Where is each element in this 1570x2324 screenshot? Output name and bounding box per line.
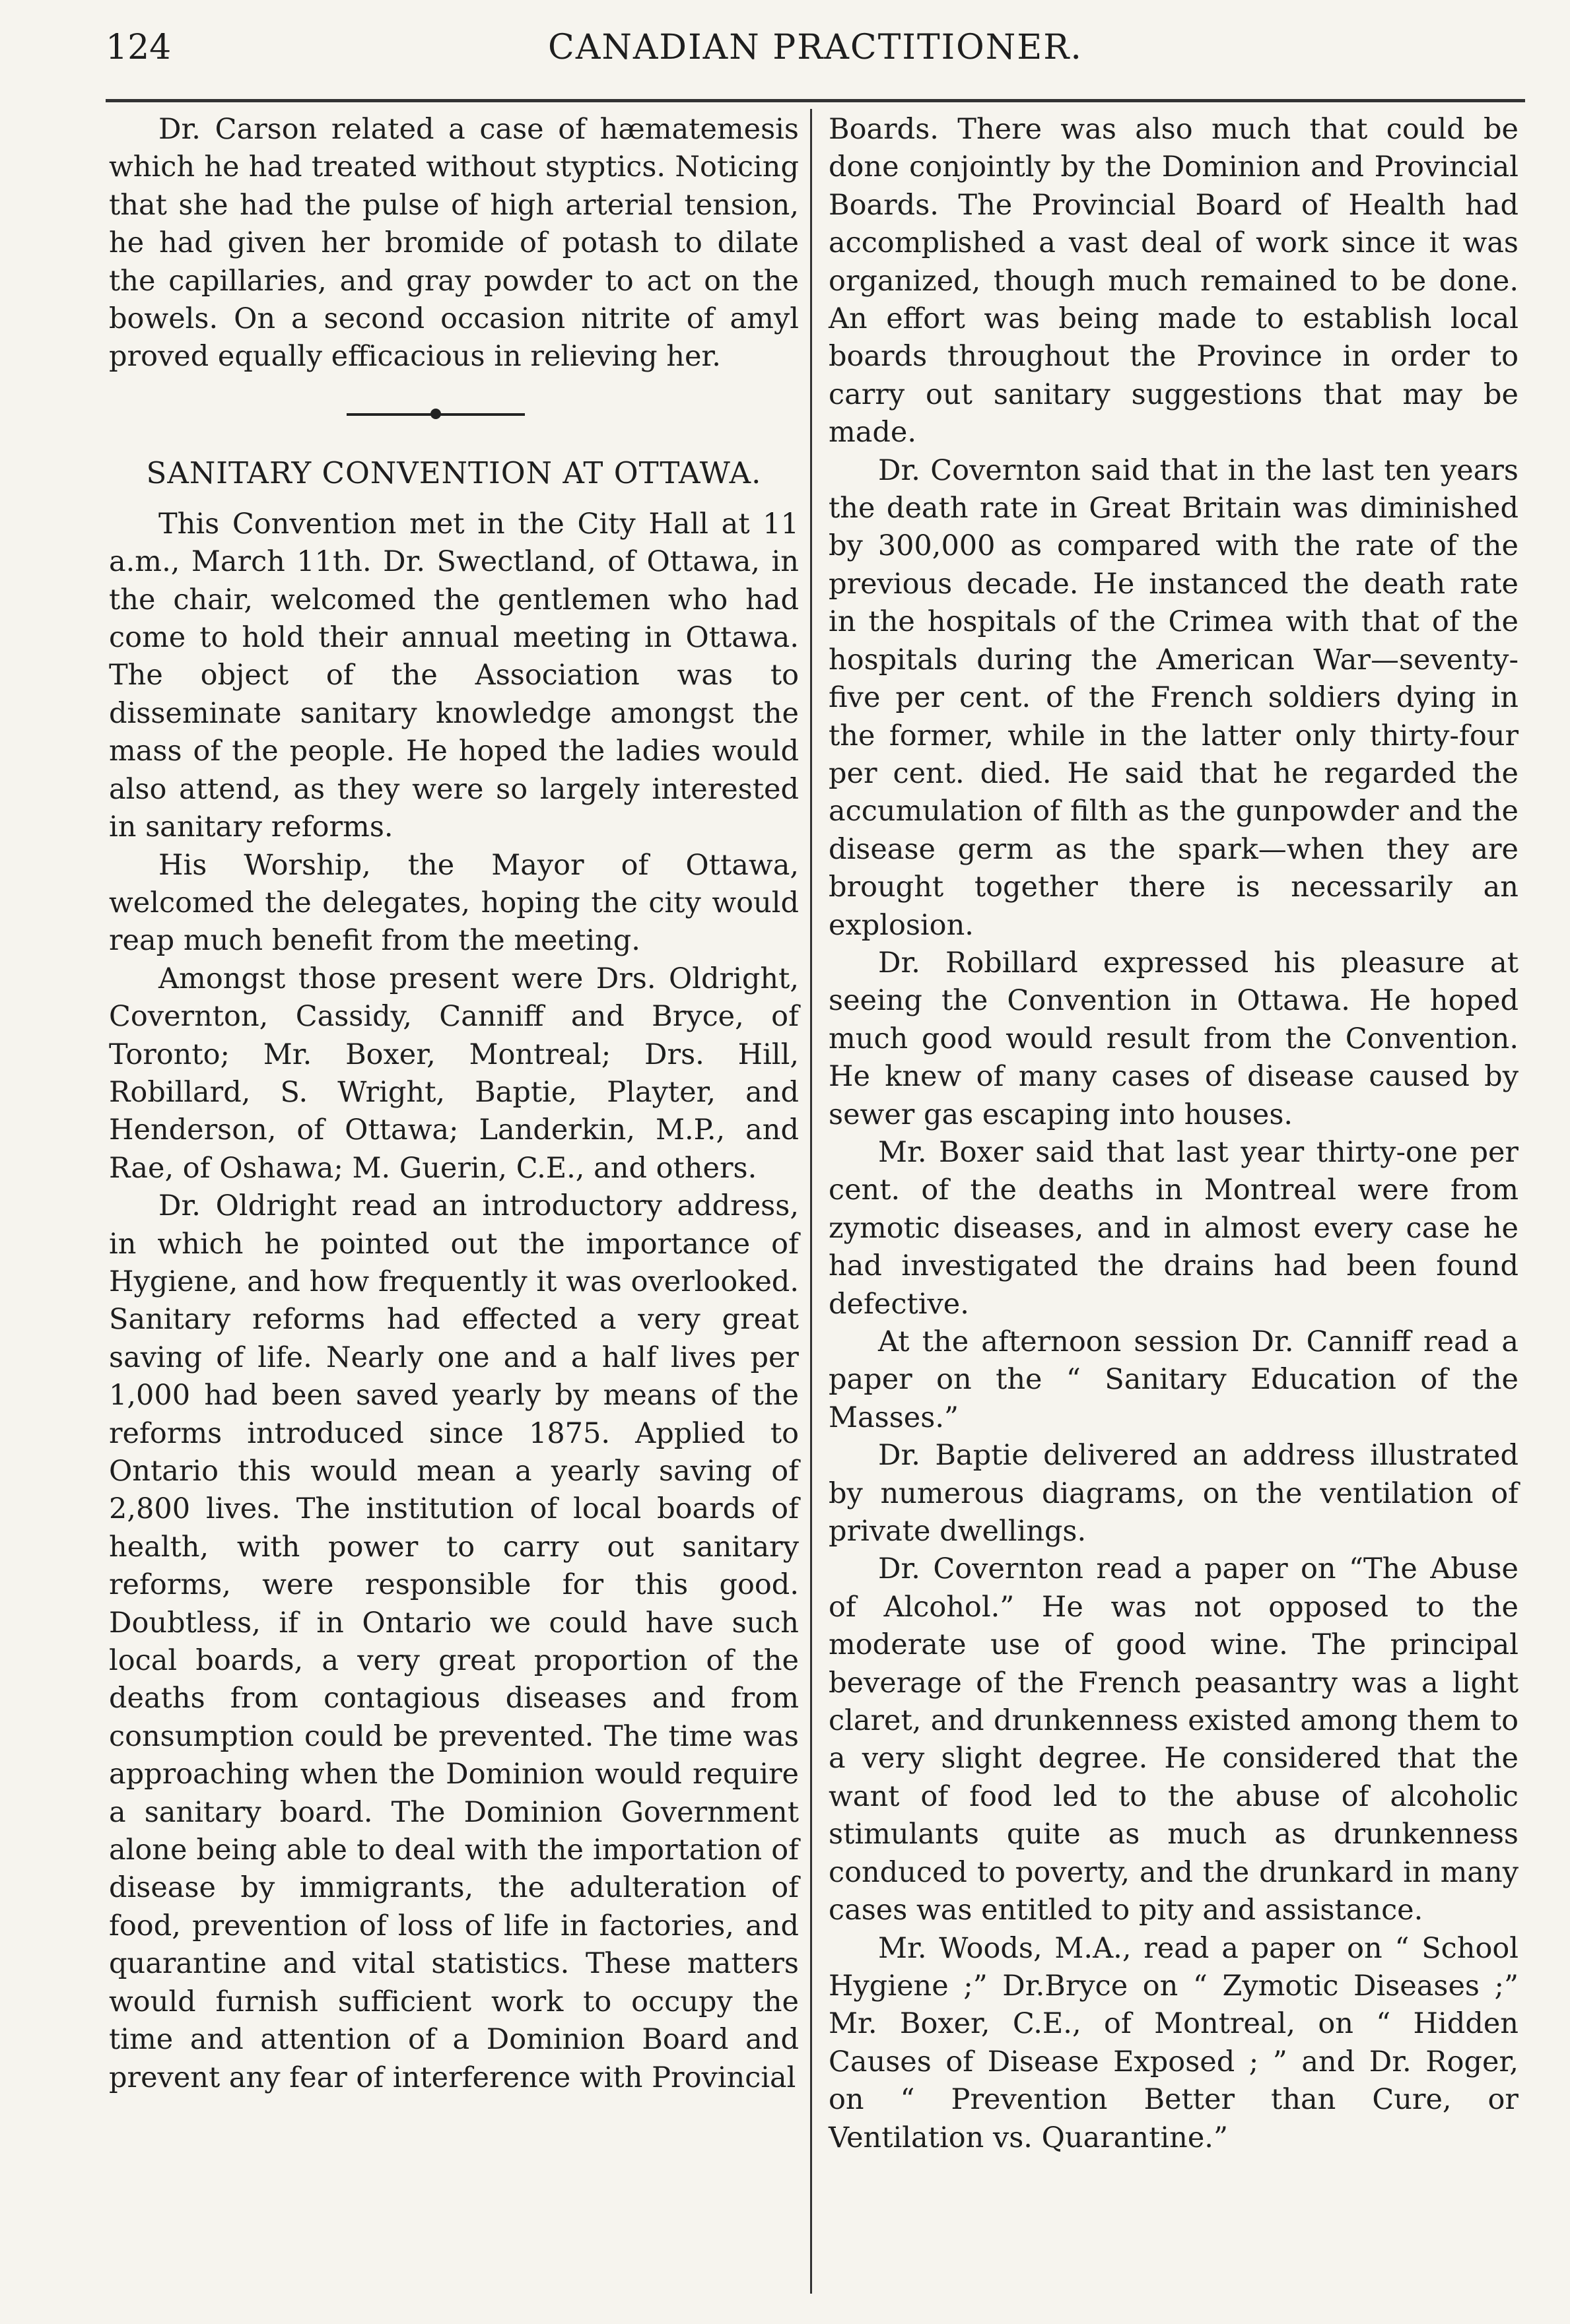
section-heading: SANITARY CONVENTION AT OTTAWA. bbox=[146, 455, 762, 490]
canniff-paragraph: At the afternoon session Dr. Canniff read a paper on the “ Sanitary Education of the Masses.” bbox=[829, 1325, 1519, 1434]
alcohol-paragraph: Dr. Covernton read a paper on “The Abuse of Alcohol.” He was not opposed to the moderate use of good wine. The principal beverage of the French peasantry was a light claret, and drunkenness existed among them to a very slight degree. He considered that the want of food led to the abuse of alcoholic stimulants quite as much as drunkenness conduced to poverty, and the drunkard in many cases was entitled to pity and assistance. bbox=[829, 1552, 1519, 1927]
mayor-paragraph: His Worship, the Mayor of Ottawa, welcomed the delegates, hoping the city would reap much benefit from the meeting. bbox=[109, 848, 799, 958]
robillard-paragraph: Dr. Robillard expressed his pleasure at seeing the Convention in Ottawa. He hoped much good would result from the Convention. He knew of many cases of disease caused by sewer gas escaping into houses. bbox=[829, 946, 1519, 1131]
left-column bbox=[109, 111, 799, 2097]
convention-paragraph: This Convention met in the City Hall at 11 a.m., March 11th. Dr. Swectland, of Ottawa, in the chair, welcomed the gentlemen who had come to hold their annual meeting in Ottawa. The object of the Association was to disseminate sanitary knowledge amongst the mass of the people. He hoped the ladies would also attend, as they were so largely interested in sanitary reforms. bbox=[109, 507, 799, 844]
attendees-paragraph: Amongst those present were Drs. Oldright, Covernton, Cassidy, Canniff and Bryce, of Toronto; Mr. Boxer, Montreal; Drs. Hill, Robillard, S. Wright, Baptie, Playter, and Henderson, of Ottawa; Landerkin, M.P., and Rae, of Oshawa; M. Guerin, C.E., and others. bbox=[109, 962, 799, 1185]
baptie-paragraph: Dr. Baptie delivered an address illustrated by numerous diagrams, on the ventilation of private dwellings. bbox=[829, 1439, 1519, 1548]
covernton-paragraph: Dr. Covernton said that in the last ten years the death rate in Great Britain was diminished by 300,000 as compared with the rate of the previous decade. He instanced the death rate in the hospitals of the Crimea with that of the hospitals during the American War—seventy-five per cent. of the French soldiers dying in the former, while in the latter only thirty-four per cent. died. He said that he regarded the accumulation of filth as the gunpowder and the disease germ as the spark—when they are brought together there is necessarily an explosion. bbox=[829, 453, 1519, 942]
running-title: CANADIAN PRACTITIONER. bbox=[548, 28, 1083, 67]
column-divider bbox=[810, 109, 812, 2294]
carson-paragraph: Dr. Carson related a case of hæmatemesis which he had treated without styptics. Noticing that she had the pulse of high arterial tension, he had given her bromide of potash to dilate the capillaries, and gray powder to act on the bowels. On a second occasion nitrite of amyl proved equally efficacious in relieving her. bbox=[109, 113, 799, 374]
page-number: 124 bbox=[106, 28, 172, 67]
oldright-paragraph: Dr. Oldright read an introductory address, in which he pointed out the importance of Hygiene, and how frequently it was overlooked. Sanitary reforms had effected a very great saving of life. Nearly one and a half lives per 1,000 had been saved yearly by means of the reforms introduced since 1875. Applied to Ontario this would mean a yearly saving of 2,800 lives. The institution of local boards of health, with power to carry out sanitary reforms, were responsible for this good. Doubtless, if in Ontario we could have such local boards, a very great proportion of the deaths from contagious diseases and from consumption could be prevented. The time was approaching when the Dominion would require a sanitary board. The Dominion Government alone being able to deal with the importation of disease by immigrants, the adulteration of food, prevention of loss of life in factories, and quarantine and vital statistics. These matters would furnish sufficient work to occupy the time and attention of a Dominion Board and prevent any fear of interference with Provincial bbox=[109, 1189, 799, 2094]
boxer-paragraph: Mr. Boxer said that last year thirty-one per cent. of the deaths in Montreal were from zymotic diseases, and in almost every case he had investigated the drains had been found defective. bbox=[829, 1135, 1519, 1321]
boards-continuation-paragraph: Boards. There was also much that could be done conjointly by the Dominion and Provincial Boards. The Provincial Board of Health had accomplished a vast deal of work since it was organized, though much remained to be done. An effort was being made to establish local boards throughout the Province in order to carry out sanitary suggestions that may be made. bbox=[829, 113, 1519, 449]
papers-paragraph: Mr. Woods, M.A., read a paper on “ School Hygiene ;” Dr.Bryce on “ Zymotic Diseases ;” Mr. Boxer, C.E., of Montreal, on “ Hidden Causes of Disease Exposed ; ” and Dr. Roger, on “ Prevention Better than Cure, or Ventilation vs. Quarantine.” bbox=[829, 1931, 1519, 2154]
page-header bbox=[106, 28, 1525, 87]
header-rule bbox=[106, 99, 1525, 102]
right-column bbox=[829, 111, 1519, 2157]
section-ornament bbox=[109, 376, 799, 450]
